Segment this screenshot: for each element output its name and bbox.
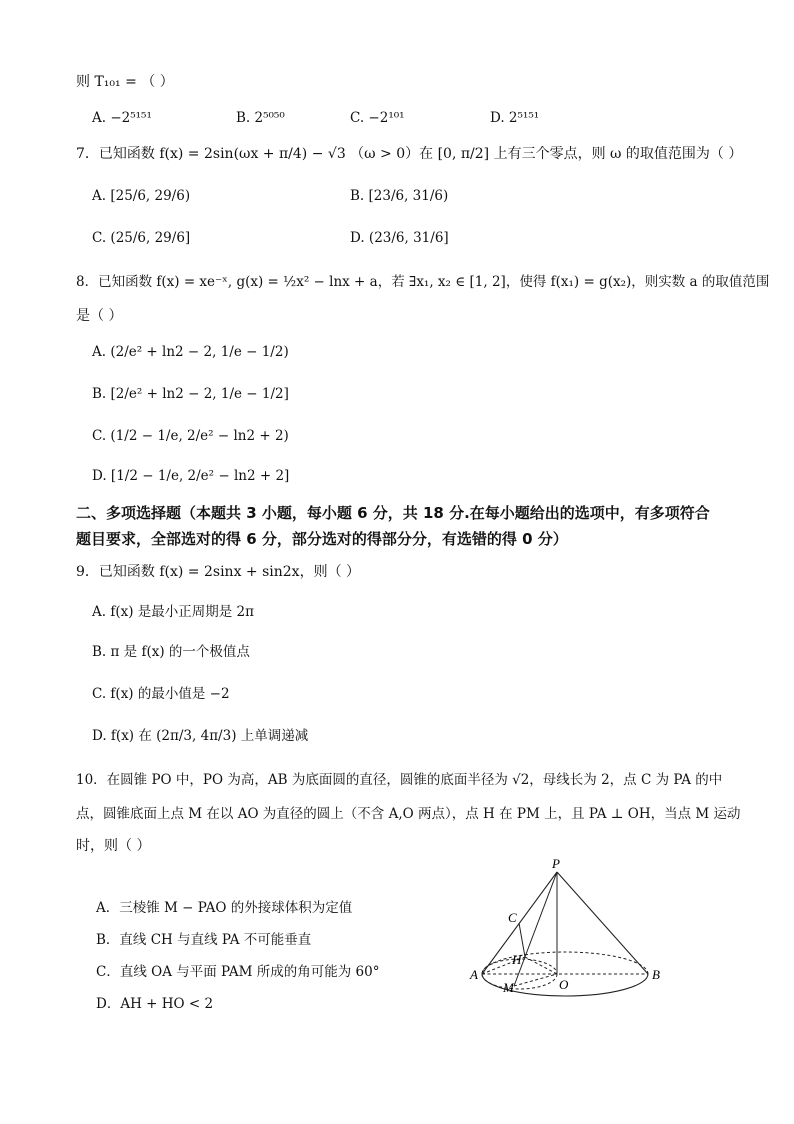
q7-option-a: A. [25/6, 29/6) (92, 188, 191, 204)
q9-option-c: C. f(x) 的最小值是 −2 (92, 686, 230, 702)
q8-stem-line1: 8．已知函数 f(x) = xe⁻ˣ, g(x) = ½x² − lnx + a，若 ∃x₁, x₂ ∈ [1, 2]，使得 f(x₁) = g(x₂)，则实数 a 的取值范围 (76, 274, 770, 290)
q7-option-c: C. (25/6, 29/6] (92, 230, 191, 246)
q9-stem: 9．已知函数 f(x) = 2sinx + sin2x，则（ ） (76, 564, 361, 580)
q8-option-c: C. (1/2 − 1/e, 2/e² − ln2 + 2) (92, 428, 289, 444)
q6-option-a: A. −2⁵¹⁵¹ (92, 110, 152, 126)
q9-option-d: D. f(x) 在 (2π/3, 4π/3) 上单调递减 (92, 728, 309, 744)
label-B: B (652, 967, 660, 982)
q6-option-c: C. −2¹⁰¹ (350, 110, 405, 126)
q6-option-d: D. 2⁵¹⁵¹ (490, 110, 540, 126)
q8-option-b: B. [2/e² + ln2 − 2, 1/e − 1/2] (92, 386, 289, 402)
q10-option-b: B．直线 CH 与直线 PA 不可能垂直 (96, 932, 312, 948)
q8-option-d: D. [1/2 − 1/e, 2/e² − ln2 + 2] (92, 468, 290, 484)
q10-stem-line1: 10．在圆锥 PO 中，PO 为高，AB 为底面圆的直径，圆锥的底面半径为 √2，母线长为 2，点 C 为 PA 的中 (76, 772, 723, 788)
q10-option-c: C．直线 OA 与平面 PAM 所成的角可能为 60° (96, 964, 380, 980)
label-M: M (503, 980, 514, 995)
cone-base-back-arc (482, 952, 648, 974)
label-H: H (512, 952, 522, 967)
label-A: A (470, 967, 478, 982)
label-C: C (508, 910, 517, 925)
q8-stem-line2: 是（ ） (76, 308, 123, 324)
q10-stem-line2: 点，圆锥底面上点 M 在以 AO 为直径的圆上（不含 A,O 两点），点 H 在 PM 上，且 PA ⊥ OH，当点 M 运动 (76, 806, 741, 822)
q6-option-b: B. 2⁵⁰⁵⁰ (236, 110, 285, 126)
label-P: P (552, 856, 560, 871)
q7-stem: 7．已知函数 f(x) = 2sin(ωx + π/4) − √3 （ω > 0）在 [0, π/2] 上有三个零点，则 ω 的取值范围为（ ） (76, 146, 743, 162)
q8-option-a: A. (2/e² + ln2 − 2, 1/e − 1/2) (92, 344, 289, 360)
q9-option-a: A. f(x) 是最小正周期是 2π (92, 604, 255, 620)
q7-option-d: D. (23/6, 31/6] (350, 230, 449, 246)
segment-MO (514, 974, 557, 986)
q10-option-d: D．AH + HO < 2 (96, 996, 214, 1012)
q10-stem-line3: 时，则（ ） (76, 838, 151, 854)
section-2-heading-line2: 题目要求，全部选对的得 6 分，部分选对的得部分分，有选错的得 0 分） (76, 530, 568, 548)
generatrix-PB (557, 872, 648, 974)
label-O: O (559, 977, 569, 992)
q10-option-a: A．三棱锥 M − PAO 的外接球体积为定值 (96, 900, 353, 916)
cone-figure (466, 856, 666, 1006)
section-2-heading-line1: 二、多项选择题（本题共 3 小题，每小题 6 分，共 18 分.在每小题给出的选项中，有多项符合 (76, 504, 710, 522)
q6-tail: 则 T₁₀₁ = （ ） (76, 74, 174, 90)
q9-option-b: B. π 是 f(x) 的一个极值点 (92, 644, 250, 660)
q7-option-b: B. [23/6, 31/6) (350, 188, 449, 204)
